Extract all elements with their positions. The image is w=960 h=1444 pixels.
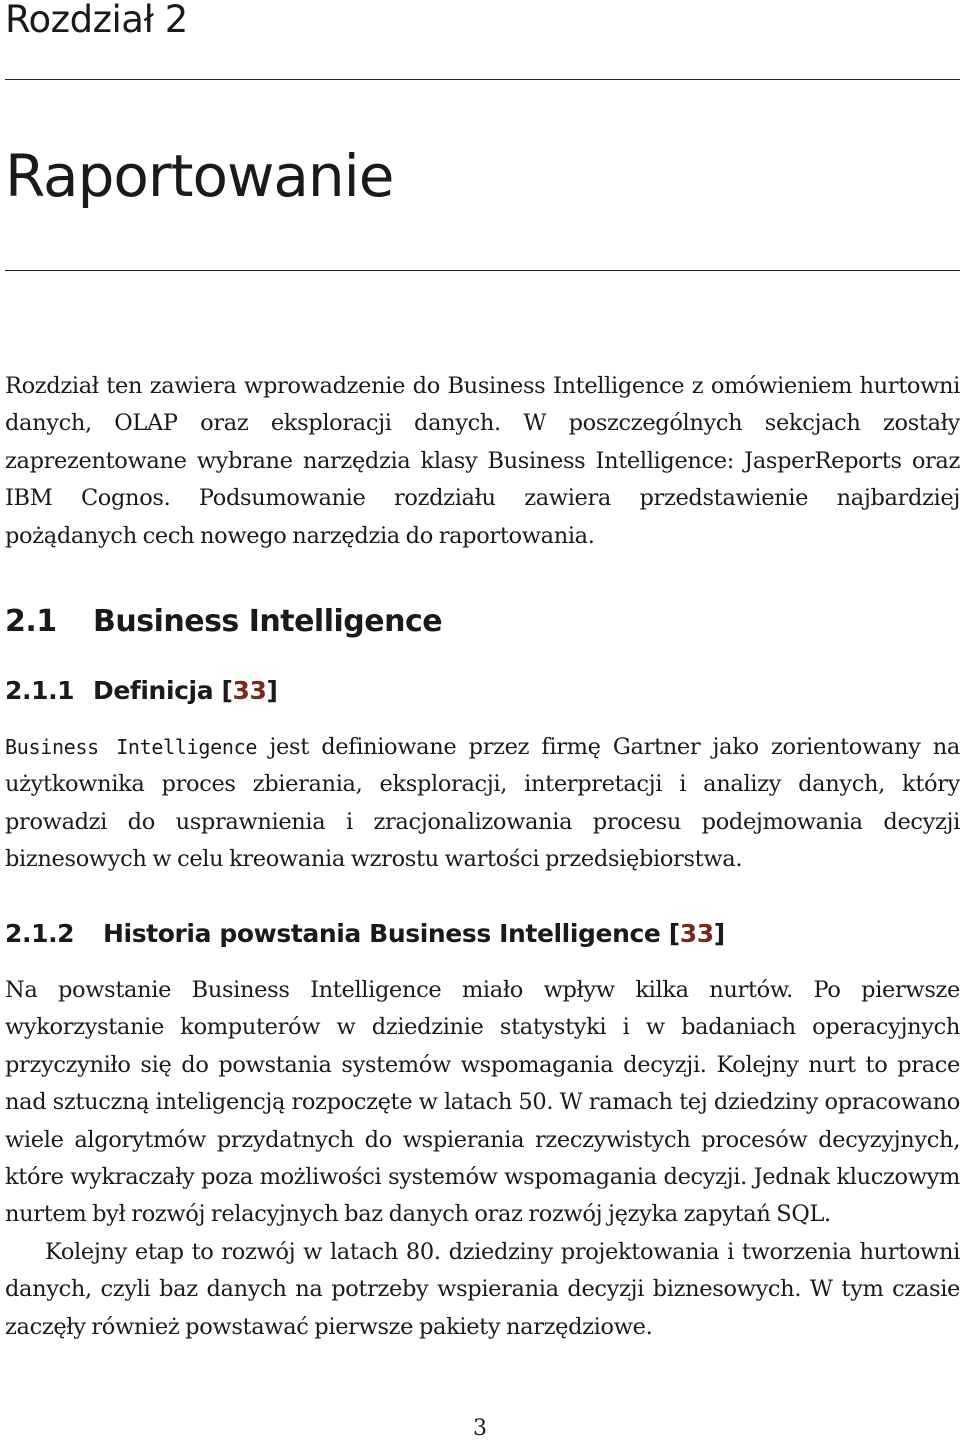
- subsection-heading-history: [5, 916, 725, 952]
- subsection-title: Historia powstania Business Intelligence [: [103, 919, 680, 948]
- history-body: [5, 972, 960, 1346]
- chapter-bottom-rule: [5, 270, 960, 271]
- citation-link[interactable]: 33: [679, 919, 714, 948]
- subsection-number: 2.1.2: [5, 919, 75, 948]
- page-number: 3: [473, 1416, 487, 1441]
- section-title: Business Intelligence: [93, 604, 443, 639]
- chapter-label: Rozdział 2: [5, 0, 188, 41]
- intro-paragraph: Rozdział ten zawiera wprowadzenie do Business Intelligence z omówieniem hurtowni danych, OLAP oraz eksploracji danych. W poszczególnych sekcjach zostały zaprezentowane wybrane narzędzia klasy Business Intelligence: JasperReports oraz IBM Cognos. Podsumowanie rozdziału zawiera przedstawienie najbardziej pożądanych cech nowego narzędzia do raportowania.: [5, 373, 960, 549]
- chapter-title: Raportowanie: [5, 142, 394, 210]
- history-paragraph-2: Kolejny etap to rozwój w latach 80. dziedziny projektowania i tworzenia hurtowni danych, czyli baz danych na potrzeby wspierania decyzji biznesowych. W tym czasie zaczęły również powstawać pierwsze pakiety narzędziowe.: [5, 1238, 960, 1340]
- citation-link[interactable]: 33: [232, 676, 267, 705]
- definition-text: jest definiowane przez firmę Gartner jako zorientowany na użytkownika proces zbierania, eksploracji, interpretacji i analizy danych, który prowadzi do usprawnienia i zracjonalizowania procesu podejmowania decyzji biznesowych w celu kreowania wzrostu wartości przedsiębiorstwa.: [5, 734, 960, 873]
- history-paragraph-1: Na powstanie Business Intelligence miało wpływ kilka nurtów. Po pierwsze wykorzystanie komputerów w dziedzinie statystyki i w badaniach operacyjnych przyczyniło się do powstania systemów wspomagania decyzji. Kolejny nurt to prace nad sztuczną inteligencją rozpoczęte w latach 50. W ramach tej dziedziny opracowano wiele algorytmów przydatnych do wspierania rzeczywistych procesów decyzyjnych, które wykraczały poza możliwości systemów wspomagania decyzji. Jednak kluczowym nurtem był rozwój relacyjnych baz danych oraz rozwój języka zapytań SQL.: [5, 977, 960, 1228]
- citation-bracket: ]: [713, 919, 725, 948]
- chapter-top-rule: [5, 79, 960, 80]
- section-heading: [5, 600, 442, 644]
- subsection-number: 2.1.1: [5, 676, 75, 705]
- subsection-heading-definition: [5, 673, 278, 709]
- citation-bracket: ]: [266, 676, 278, 705]
- definition-paragraph: [5, 729, 960, 879]
- term-business-intelligence: Business Intelligence: [5, 735, 258, 759]
- section-number: 2.1: [5, 604, 57, 639]
- subsection-title: Definicja [: [93, 676, 233, 705]
